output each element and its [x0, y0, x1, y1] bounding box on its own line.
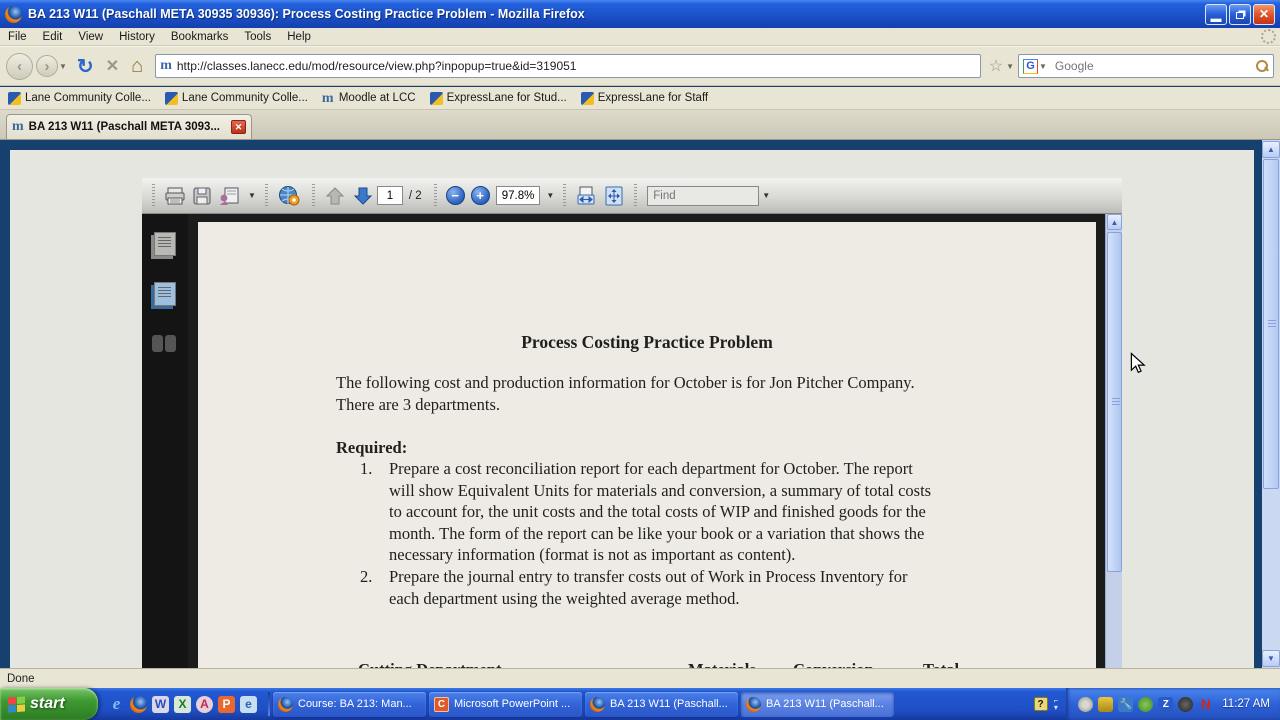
minimize-button[interactable]: ▬ — [1205, 4, 1227, 25]
moodle-icon: m — [321, 90, 334, 106]
task-label: Course: BA 213: Man... — [298, 698, 412, 710]
forward-button[interactable]: › — [36, 55, 58, 77]
tab-active[interactable] — [6, 114, 252, 139]
bookmarks-panel-icon[interactable] — [154, 282, 176, 306]
browser-content — [0, 140, 1280, 668]
menu-tools[interactable]: Tools — [244, 30, 272, 43]
bookmark-item[interactable] — [8, 92, 151, 105]
collaborate-button[interactable] — [277, 185, 303, 207]
list-item-number: 1. — [360, 459, 373, 478]
history-dropdown-icon[interactable]: ▼ — [59, 61, 67, 71]
toolbar-chevron-icon[interactable]: ⌐ ▾ — [1053, 696, 1059, 712]
bookmark-item[interactable] — [581, 92, 708, 105]
item-line: to account for, the unit costs and the total costs of WIP and finished goods for the — [389, 502, 926, 521]
pdf-viewport — [188, 214, 1105, 668]
task-button-firefox-active[interactable] — [741, 692, 894, 717]
window-titlebar — [0, 0, 1280, 28]
save-button[interactable] — [192, 186, 212, 206]
bookmark-label: ExpressLane for Stud... — [446, 92, 567, 104]
scroll-down-icon[interactable]: ▼ — [1262, 650, 1280, 667]
toolbar-grip — [632, 184, 639, 208]
powerpoint-icon: C — [434, 697, 449, 712]
bookmark-label: ExpressLane for Staff — [597, 92, 709, 104]
task-label: BA 213 W11 (Paschall... — [610, 698, 728, 710]
google-icon: G — [1023, 59, 1038, 74]
find-dropdown-icon[interactable]: ▼ — [762, 191, 771, 200]
tray-icon[interactable] — [1178, 697, 1193, 712]
site-favicon — [165, 92, 178, 105]
share-dropdown-icon[interactable]: ▼ — [248, 191, 256, 200]
item-line: necessary information (format is not as important as content). — [389, 545, 796, 564]
app-icon[interactable]: A — [196, 696, 213, 713]
tray-icon[interactable]: 🔧 — [1119, 698, 1132, 710]
tray-icon[interactable]: Z — [1158, 697, 1173, 712]
item-line: Prepare a cost reconciliation report for each department for October. The report — [389, 459, 913, 478]
task-label: Microsoft PowerPoint ... — [454, 698, 571, 710]
toolbar-grip — [561, 184, 568, 208]
navigation-toolbar — [0, 46, 1280, 86]
find-box[interactable] — [647, 186, 759, 206]
toolbar-grip — [310, 184, 317, 208]
toolbar-grip — [263, 184, 270, 208]
bookmark-label: Lane Community Colle... — [181, 92, 308, 104]
excel-icon[interactable]: X — [174, 696, 191, 713]
task-buttons — [273, 692, 894, 717]
throbber-icon — [1261, 29, 1276, 44]
document-intro — [336, 372, 915, 415]
windows-logo-icon — [8, 696, 25, 712]
next-page-button[interactable] — [352, 185, 374, 207]
item-line: Prepare the journal entry to transfer costs out of Work in Process Inventory for — [389, 567, 908, 586]
start-label: start — [30, 695, 65, 712]
tray-icon[interactable] — [1078, 697, 1093, 712]
page-total-label: / 2 — [408, 189, 422, 202]
page-number-input[interactable] — [377, 186, 403, 205]
home-button[interactable]: ⌂ — [131, 54, 144, 77]
taskbar — [0, 688, 1280, 720]
bookmark-item[interactable] — [430, 92, 567, 105]
reload-button[interactable]: ↻ — [76, 55, 94, 78]
fit-page-button[interactable] — [603, 185, 625, 207]
pdf-document-page — [198, 222, 1096, 668]
word-icon[interactable]: W — [152, 696, 169, 713]
internet-explorer-icon[interactable]: e — [112, 694, 121, 713]
print-button[interactable] — [164, 186, 186, 206]
menu-bar — [0, 28, 1280, 46]
moodle-popup-page — [10, 150, 1254, 668]
document-title: Process Costing Practice Problem — [521, 332, 773, 352]
close-button[interactable]: ✕ — [1253, 4, 1275, 25]
tab-close-icon[interactable]: ✕ — [231, 120, 246, 134]
system-tray — [1066, 688, 1280, 720]
bookmarks-toolbar — [0, 87, 1280, 110]
tray-icon[interactable]: N — [1200, 696, 1211, 712]
taskbar-clock: 11:27 AM — [1222, 698, 1270, 710]
url-bar[interactable] — [155, 54, 981, 78]
bookmark-star-icon[interactable]: ☆ — [988, 58, 1004, 75]
pdf-navigation-pane — [142, 214, 188, 668]
intro-line: The following cost and production information for October is for Jon Pitcher Company. — [336, 373, 915, 392]
taskbar-divider — [268, 692, 270, 716]
restore-button[interactable] — [1229, 4, 1251, 25]
search-input[interactable] — [1055, 59, 1255, 73]
start-button[interactable] — [0, 688, 98, 720]
task-button-powerpoint[interactable] — [429, 692, 582, 717]
task-button-course[interactable] — [273, 692, 426, 717]
scroll-up-icon[interactable]: ▲ — [1262, 141, 1280, 158]
search-panel-icon[interactable] — [152, 335, 178, 353]
status-bar — [0, 668, 1280, 688]
task-label: BA 213 W11 (Paschall... — [766, 698, 884, 710]
powerpoint-icon[interactable]: P — [218, 696, 235, 713]
window-title: BA 213 W11 (Paschall META 30935 30936): Process Costing Practice Problem - Mozilla Firefox — [28, 7, 585, 21]
pdf-viewer — [142, 178, 1122, 668]
previous-page-button[interactable] — [324, 185, 346, 207]
toolbar-grip — [150, 184, 157, 208]
menu-file[interactable]: File — [8, 30, 27, 43]
zoom-in-button[interactable]: + — [471, 186, 490, 205]
zoom-out-button[interactable]: − — [446, 186, 465, 205]
url-input[interactable] — [177, 59, 976, 73]
status-text: Done — [7, 672, 35, 685]
tray-icon[interactable] — [1098, 697, 1113, 712]
search-engine-dropdown-icon[interactable]: ▼ — [1039, 61, 1047, 71]
zoom-level-combo[interactable] — [496, 186, 541, 205]
list-item-text — [389, 566, 907, 609]
menu-history[interactable]: History — [119, 30, 155, 43]
firefox-icon — [278, 697, 293, 712]
stop-button[interactable]: ✕ — [105, 58, 120, 75]
help-icon[interactable]: ? — [1034, 697, 1048, 711]
bookmark-label: Lane Community Colle... — [25, 92, 151, 104]
list-item-text — [389, 458, 931, 566]
find-input[interactable] — [648, 190, 758, 202]
app-icon[interactable]: e — [240, 696, 257, 713]
back-button[interactable]: ‹ — [6, 53, 33, 80]
scroll-up-icon[interactable]: ▲ — [1107, 214, 1122, 230]
site-favicon — [8, 92, 21, 105]
menu-help[interactable]: Help — [287, 30, 311, 43]
mouse-cursor — [1128, 353, 1148, 375]
pages-panel-icon[interactable] — [154, 232, 176, 256]
zoom-dropdown-icon[interactable]: ▼ — [546, 191, 555, 200]
toolbar-grip — [432, 184, 439, 208]
pdf-scrollbar-thumb[interactable] — [1107, 232, 1122, 572]
firefox-icon[interactable] — [130, 696, 147, 713]
menu-bookmarks[interactable]: Bookmarks — [170, 30, 229, 43]
fit-width-button[interactable] — [575, 185, 597, 207]
taskbar-toolbar — [1034, 697, 1067, 711]
tab-favicon: m — [12, 119, 24, 134]
bookmark-item[interactable] — [322, 92, 416, 105]
tab-bar — [0, 110, 1280, 140]
site-favicon: m — [160, 58, 172, 73]
list-item-number: 2. — [360, 567, 373, 586]
intro-line: There are 3 departments. — [336, 394, 501, 414]
item-line: each department using the weighted average method. — [389, 588, 740, 608]
email-share-button[interactable] — [218, 186, 242, 206]
bookmark-dropdown-icon[interactable]: ▼ — [1006, 61, 1014, 71]
site-favicon — [581, 92, 594, 105]
bookmark-label: Moodle at LCC — [338, 92, 416, 104]
browser-scrollbar-thumb[interactable] — [1263, 159, 1279, 489]
menu-view[interactable]: View — [78, 30, 104, 43]
pdf-toolbar — [142, 178, 1122, 214]
firefox-icon — [746, 697, 761, 712]
browser-scrollbar[interactable] — [1262, 140, 1280, 668]
search-bar[interactable] — [1018, 54, 1274, 78]
task-button-firefox-1[interactable] — [585, 692, 738, 717]
tray-icon[interactable] — [1138, 697, 1153, 712]
item-line: month. The form of the report can be like your book or a variation that shows the — [389, 523, 925, 543]
tab-label: BA 213 W11 (Paschall META 3093... — [28, 121, 220, 133]
pdf-scrollbar[interactable] — [1105, 214, 1122, 668]
firefox-icon — [590, 697, 605, 712]
site-favicon — [430, 92, 443, 105]
search-icon[interactable] — [1255, 59, 1269, 73]
bookmark-item[interactable] — [165, 92, 308, 105]
menu-edit[interactable]: Edit — [42, 30, 63, 43]
zoom-level-value: 97.8% — [501, 189, 535, 202]
quick-launch-bar — [98, 696, 265, 713]
item-line: will show Equivalent Units for materials and conversion, a summary of total costs — [389, 480, 932, 500]
firefox-icon — [5, 6, 22, 23]
required-heading: Required: — [336, 438, 408, 457]
